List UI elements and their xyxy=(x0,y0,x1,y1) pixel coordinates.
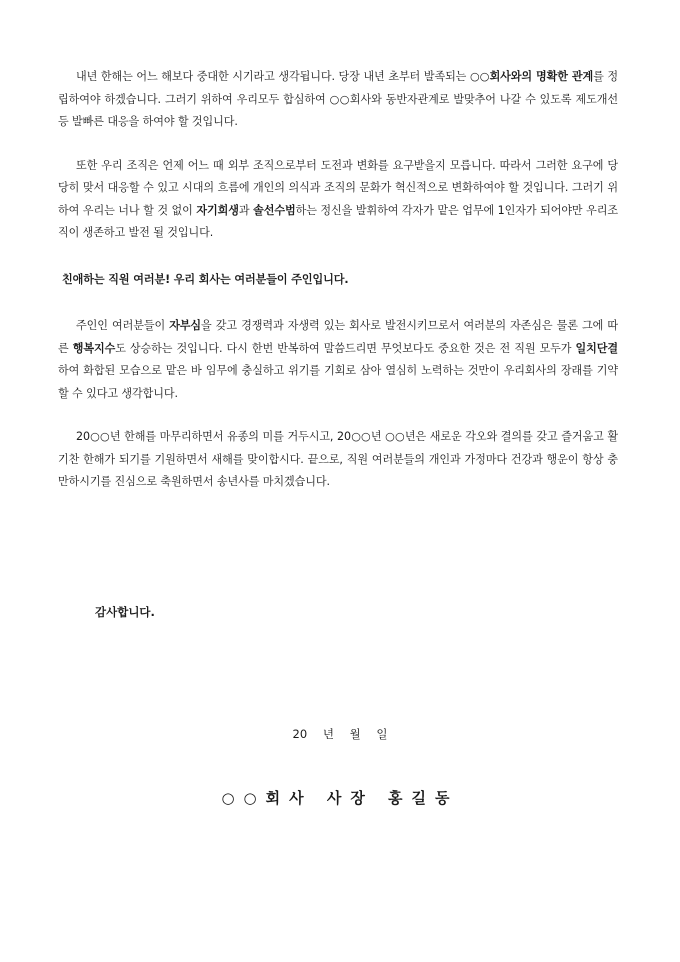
text-run: 를 정립하여야 하겠습니다. 그러기 위하여 우리모두 합심하여 ○○회사와 동반자관계로 발맞추어 나갈 수 있도록 제도개선 등 발빠른 대응을 하여야 할 것입니다. xyxy=(58,70,618,128)
bold-text: ○○회사와의 명확한 관계 xyxy=(469,70,594,83)
body-paragraph xyxy=(58,155,618,245)
speech-body xyxy=(58,66,618,494)
bold-text: 친애하는 직원 여러분! 우리 회사는 여러분들이 주인입니다. xyxy=(62,272,349,286)
body-paragraph xyxy=(58,315,618,405)
bold-text: 일치단결 xyxy=(575,341,618,355)
text-run: 과 xyxy=(238,203,254,217)
text-run: 도 상승하는 것입니다. 다시 한번 반복하여 말씀드리면 무엇보다도 중요한 것은 전 직원 모두가 xyxy=(115,341,576,355)
bold-text: 행복지수 xyxy=(72,341,116,355)
bold-text: 솔선수범 xyxy=(253,203,296,217)
bold-text: 자기희생 xyxy=(196,203,239,217)
date-line: 20 년 월 일 xyxy=(292,727,388,741)
text-run: 주인인 여러분들이 xyxy=(76,319,170,332)
body-paragraph xyxy=(58,66,618,134)
text-run: 하여 화합된 모습으로 맡은 바 임무에 충실하고 위기를 기회로 삼아 열심히 노력하는 것만이 우리회사의 장래를 기약할 수 있다고 생각합니다. xyxy=(58,364,618,400)
signature-line: ○○회사 사장 홍길동 xyxy=(221,789,459,807)
text-run: 을 갖고 경쟁력과 자생력 있는 회사로 발전시키므로서 여러분의 자존심은 물론 그에 따른 xyxy=(58,319,618,355)
emphasis-paragraph xyxy=(58,269,618,292)
body-paragraph xyxy=(58,426,618,494)
text-run: 20○○년 한해를 마무리하면서 유종의 미를 거두시고, 20○○년 ○○년은 새로운 각오와 결의를 갖고 즐거움고 활기찬 한해가 되기를 기원하면서 새해를 맞이합시다. 끝으로, 직원 여러분들의 개인과 가정마다 건강과 행운이 항상 충만하시기를 진심으로 축원하면서 송년사를 마치겠습니다. xyxy=(58,430,618,488)
bold-text: 자부심 xyxy=(169,319,202,332)
text-run: 또한 우리 조직은 언제 어느 때 외부 조직으로부터 도전과 변화를 요구받을지 모릅니다. 따라서 그러한 요구에 당당히 맞서 대응할 수 있고 시대의 흐름에 개인의 의식과 조직의 문화가 혁신적으로 변화하여야 할 것입니다. 그러기 위하여 우리는 너나 할 것 없이 xyxy=(58,158,618,217)
text-run: 하는 정신을 발휘하여 각자가 맡은 업무에 1인자가 되어야만 우리조직이 생존하고 발전 될 것입니다. xyxy=(58,203,619,239)
thanks-line: 감사합니다. xyxy=(95,605,155,619)
text-run: 내년 한해는 어느 해보다 중대한 시기라고 생각됩니다. 당장 내년 초부터 발족되는 xyxy=(76,70,470,83)
